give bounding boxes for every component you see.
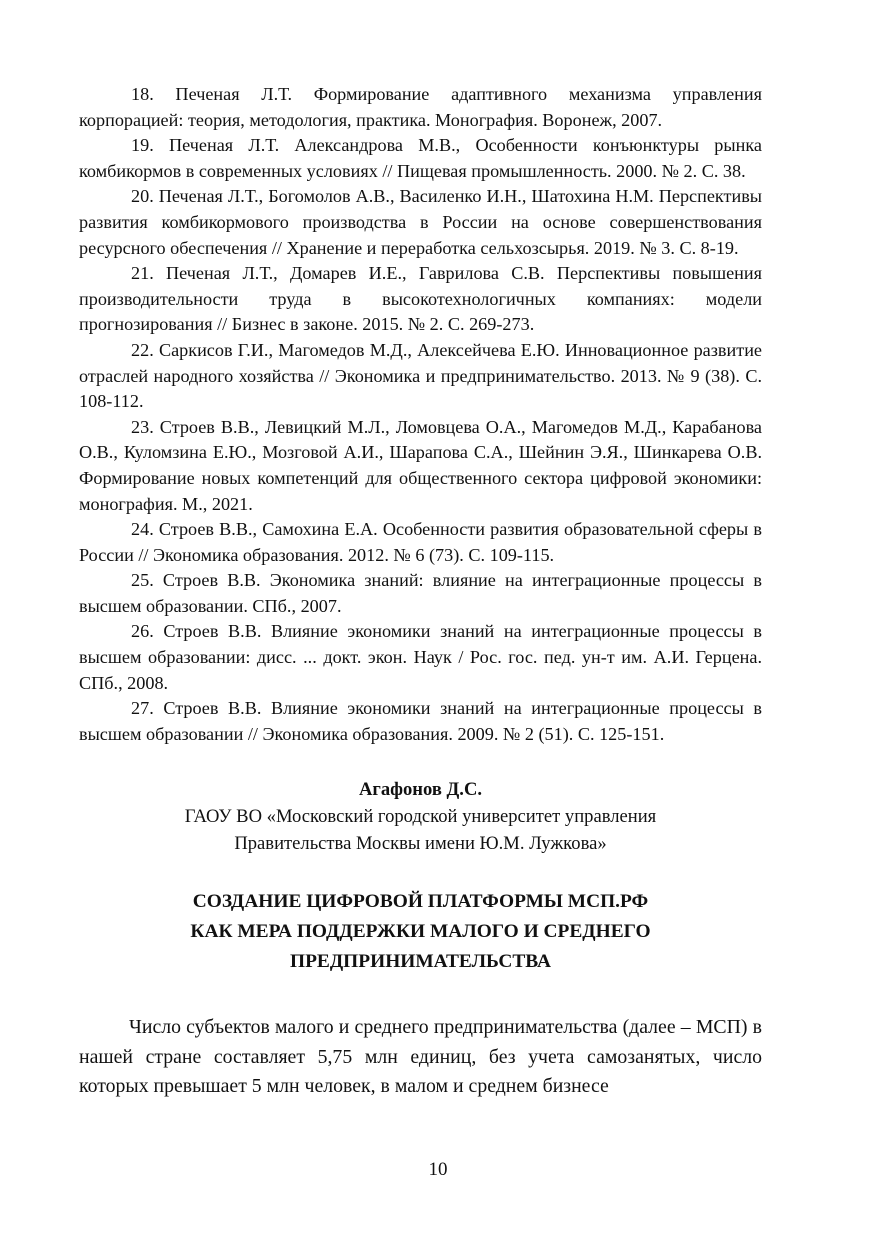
reference-item-19: 19. Печеная Л.Т. Александрова М.В., Особенности конъюнктуры рынка комбикормов в современных условиях // Пищевая промышленность. 2000. № 2. С. 38.	[79, 135, 762, 181]
reference-item-27: 27. Строев В.В. Влияние экономики знаний на интеграционные процессы в высшем образовании // Экономика образования. 2009. № 2 (51). С. 125-151.	[79, 698, 762, 744]
article-body-paragraph: Число субъектов малого и среднего предпринимательства (далее – МСП) в нашей стране составляет 5,75 млн единиц, без учета самозанятых, число которых превышает 5 млн человек, в малом и среднем бизнесе	[79, 1016, 762, 1098]
reference-item-20: 20. Печеная Л.Т., Богомолов А.В., Василенко И.Н., Шатохина Н.М. Перспективы развития комбикормового производства в России на основе совершенствования ресурсного обеспечения // Хранение и переработка сельхозсырья. 2019. № 3. С. 8-19.	[79, 186, 762, 258]
reference-item-21: 21. Печеная Л.Т., Домарев И.Е., Гаврилова С.В. Перспективы повышения производительности труда в высокотехнологичных компаниях: модели прогнозирования // Бизнес в законе. 2015. № 2. С. 269-273.	[79, 263, 762, 335]
article-author: Агафонов Д.С.	[358, 779, 483, 801]
reference-item-22: 22. Саркисов Г.И., Магомедов М.Д., Алексейчева Е.Ю. Инновационное развитие отраслей народного хозяйства // Экономика и предпринимательство. 2013. № 9 (38). С. 108-112.	[79, 339, 762, 412]
reference-list	[79, 82, 762, 747]
page-content	[79, 82, 762, 1102]
reference-item-25: 25. Строев В.В. Экономика знаний: влияние на интеграционные процессы в высшем образовании. СПб., 2007.	[79, 570, 762, 616]
reference-item-24: 24. Строев В.В., Самохина Е.А. Особенности развития образовательной сферы в России // Экономика образования. 2012. № 6 (73). С. 109-115.	[79, 519, 762, 565]
reference-item-18: 18. Печеная Л.Т. Формирование адаптивного механизма управления корпорацией: теория, методология, практика. Монография. Воронеж, 2007.	[79, 84, 762, 130]
article-title-line-3: ПРЕДПРИНИМАТЕЛЬСТВА	[289, 951, 552, 973]
reference-item-26: 26. Строев В.В. Влияние экономики знаний на интеграционные процессы в высшем образовании: дисс. ... докт. экон. Наук / Рос. гос. пед. ун-т им. А.И. Герцена. СПб., 2008.	[79, 621, 762, 693]
page-number: 10	[428, 1159, 448, 1180]
reference-item-23: 23. Строев В.В., Левицкий М.Л., Ломовцева О.А., Магомедов М.Д., Карабанова О.В., Куломзина Е.Ю., Мозговой А.И., Шарапова С.А., Шейнин Э.Я., Шинкарева О.В. Формирование новых компетенций для общественного сектора цифровой экономики: монография. М., 2021.	[79, 416, 762, 514]
article-title-line-1: СОЗДАНИЕ ЦИФРОВОЙ ПЛАТФОРМЫ МСП.РФ	[192, 891, 649, 913]
affiliation-line-1: ГАОУ ВО «Московский городской университет управления	[184, 806, 657, 828]
article-title-line-2: КАК МЕРА ПОДДЕРЖКИ МАЛОГО И СРЕДНЕГО	[190, 921, 651, 943]
article-title	[79, 887, 762, 977]
affiliation-line-2: Правительства Москвы имени Ю.М. Лужкова»	[234, 833, 607, 855]
